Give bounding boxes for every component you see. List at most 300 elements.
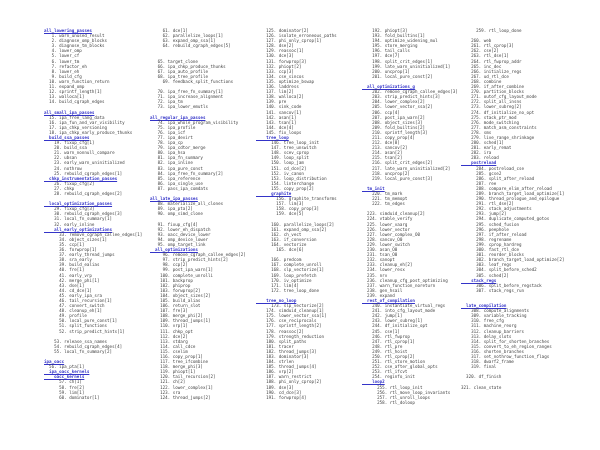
pass-item: 108. merge_phi[2] bbox=[150, 313, 203, 319]
pass-item: 146. tree_loop_init bbox=[256, 140, 320, 146]
pass-item: 271. outof_cfg_layout_mode bbox=[461, 94, 537, 100]
pass-item: 262. cse[2] bbox=[461, 48, 499, 54]
passes-column-2 bbox=[150, 28, 246, 400]
pass-item: 240. instantiate_virtual_regs bbox=[362, 303, 446, 309]
pass-item: 95. omp_target_link bbox=[150, 241, 206, 247]
pass-item: 205. lower_vector_ssa[2] bbox=[362, 104, 433, 110]
pass-item: 87. pass_ipa_comdats bbox=[150, 185, 208, 191]
pass-item: 230. asan_O0 bbox=[362, 247, 398, 253]
passes-column-4 bbox=[362, 28, 458, 405]
pass-item: 153. loop_distribution bbox=[256, 175, 327, 181]
pass-item: 171. lim[4] bbox=[256, 282, 299, 288]
pass-item: 195. store_merging bbox=[362, 43, 418, 49]
pass-item: 136. laddress bbox=[256, 84, 299, 90]
pass-item: 80. ipa_hsa bbox=[150, 150, 186, 156]
pass-item: 304. split_before_sched2 bbox=[461, 267, 537, 273]
pass-item: 18. ipa_chkp_early_produce_thunks bbox=[44, 129, 133, 135]
pass-item: 40. fre[1] bbox=[44, 267, 85, 273]
pass-item: 218. uncprop[2] bbox=[362, 170, 410, 176]
pass-item: 169. loop_prefetch bbox=[256, 272, 317, 278]
section-header: all_small_ipa_passes bbox=[44, 109, 95, 115]
pass-item: 131. forwprop[3] bbox=[256, 58, 307, 64]
pass-item: 114. call_cdce bbox=[150, 343, 196, 349]
pass-item: 217. late_warn_uninitialized[2] bbox=[362, 165, 451, 171]
pass-item: 293. jump[2] bbox=[461, 211, 507, 217]
pass-item: 320. df_finish bbox=[461, 374, 502, 380]
pass-item: 31. local_fn_summary[1] bbox=[44, 216, 113, 222]
pass-item: 275. stack_ptr_mod bbox=[461, 114, 517, 120]
pass-item: 312. cleanup_barriers bbox=[461, 328, 525, 334]
passes-column-1 bbox=[44, 28, 142, 400]
pass-item: 73. ipa_lower_emutls bbox=[150, 104, 208, 110]
pass-item: 106. return_slot bbox=[150, 303, 201, 309]
pass-item: 300. fast_rtl_dce bbox=[461, 247, 519, 253]
pass-item: 296. peephole bbox=[461, 226, 509, 232]
pass-item: 277. match_asm_constraints bbox=[461, 124, 537, 130]
pass-item: 182. thread_jumps[3] bbox=[256, 348, 317, 354]
pass-item: 209. fold_builtins[2] bbox=[362, 124, 426, 130]
pass-item: 92. lower_eh_dispatch bbox=[150, 226, 211, 232]
pass-item: 30. rebuild_cgraph_edges[3] bbox=[44, 211, 123, 217]
pass-item: 58. fre[2] bbox=[44, 384, 85, 390]
pass-item: 125. dominator[2] bbox=[256, 28, 309, 33]
pass-item: 51. split_functions bbox=[44, 323, 108, 329]
pass-item: 66. ipa_chkp_produce_thunks bbox=[150, 63, 226, 69]
pass-item: 76. ipa_icf bbox=[150, 129, 186, 135]
pass-item: 34. object_sizes[1] bbox=[44, 236, 108, 242]
pass-item: 99. post_ipa_warn[1] bbox=[150, 267, 214, 273]
pass-item: 85. ipa_reference bbox=[150, 175, 201, 181]
pass-item: 90. omp_simd_clone bbox=[150, 211, 203, 217]
pass-item: 25. rebuild_cgraph_edges[1] bbox=[44, 170, 123, 176]
pass-item: 274. df_initialize_no_opt bbox=[461, 109, 535, 115]
pass-item: 62. parallelize_loops[1] bbox=[150, 33, 224, 39]
pass-item: 32. early_inline bbox=[44, 221, 95, 227]
pass-item: 317. set_nothrow_function_flags bbox=[461, 354, 550, 359]
pass-item: 107. fre[3] bbox=[150, 308, 188, 314]
section-header: all_lowering_passes bbox=[44, 28, 92, 33]
pass-item: 206. ccp[4] bbox=[362, 109, 400, 115]
pass-item: 61. dce[1] bbox=[150, 28, 188, 33]
pass-item: 43. dse[1] bbox=[44, 282, 85, 288]
pass-item: 223. simduid_cleanup[2] bbox=[362, 211, 426, 217]
pass-item: 113. stdarg bbox=[150, 338, 188, 344]
pass-item: 71. ipa_increase_alignment bbox=[150, 94, 224, 100]
pass-item: 181. tracer bbox=[256, 343, 294, 349]
pass-item: 264. rtl_fwprop_addr bbox=[461, 58, 522, 64]
pass-item: 119. phiopt[1] bbox=[150, 369, 196, 375]
pass-item: 281. early_remat bbox=[461, 145, 512, 151]
pass-item: 187. warn_restrict bbox=[256, 374, 312, 380]
pass-item: 207. post_ipa_warn[2] bbox=[362, 114, 426, 120]
pass-item: 196. tail_calls bbox=[362, 48, 410, 54]
pass-item: 248. rtl_pre bbox=[362, 343, 403, 349]
pass-item: 198. split_crit_edges[1] bbox=[362, 58, 433, 64]
pass-item: 283. reload bbox=[461, 155, 499, 161]
pass-item: 132. phiopt[2] bbox=[256, 63, 302, 69]
pass-item: 36. forwprop[1] bbox=[44, 247, 97, 253]
pass-item: 16. ipa_fun_and_var_visibility bbox=[44, 119, 125, 125]
pass-item: 111. chkp_opt bbox=[150, 328, 193, 334]
pass-item: 81. ipa_fn_summary bbox=[150, 155, 203, 161]
pass-item: 267. ud_rtl_dce bbox=[461, 73, 509, 79]
pass-item: 65. target_clone bbox=[150, 58, 198, 64]
section-header: rest_of_compilation bbox=[362, 297, 415, 303]
pass-item: 284. postreload_cse bbox=[461, 165, 525, 171]
pass-item: 127. phi_only_cprop[1] bbox=[256, 38, 322, 44]
pass-item: 128. dse[2] bbox=[256, 43, 294, 49]
passes-column-5 bbox=[461, 28, 564, 390]
pass-item: 63. expand_omp_ssa[1] bbox=[150, 38, 216, 44]
pass-item: 138. walloca[2] bbox=[256, 94, 304, 100]
pass-item: 301. reorder_blocks bbox=[461, 252, 525, 258]
pass-item: 11. expand_omp bbox=[44, 84, 85, 90]
pass-item: 64. rebuild_cgraph_edges[5] bbox=[150, 43, 231, 49]
section-header: ipa_oacc_kernels bbox=[44, 369, 90, 375]
pass-item: 189. dse[3] bbox=[256, 384, 294, 390]
pass-item: 159. dce[5] bbox=[256, 211, 304, 217]
pass-item: 93. oacc_device_lower bbox=[150, 231, 211, 237]
pass-item: 231. tsan_O0 bbox=[362, 252, 398, 258]
pass-item: 255. rtl_loop_init bbox=[362, 384, 423, 390]
pass-item: 239. expand bbox=[362, 292, 395, 298]
pass-item: 306. split_before_regstack bbox=[461, 282, 542, 288]
pass-item: 228. sancov_O0 bbox=[362, 236, 403, 242]
section-header: all_late_ipa_passes bbox=[150, 196, 198, 202]
pass-item: 221. tm_memopt bbox=[362, 196, 408, 202]
pass-item: 67. ipa_auto_profile bbox=[150, 68, 208, 74]
pass-item: 50. local_pure_const[1] bbox=[44, 318, 118, 324]
pass-item: 19. fixup_cfg[1] bbox=[44, 140, 95, 146]
pass-item: 263. rtl_dse[1] bbox=[461, 53, 509, 59]
pass-item: 148. scev_cprop bbox=[256, 150, 309, 156]
pass-item: 48. cleanup_eh[1] bbox=[44, 308, 102, 314]
pass-item: 282. ira bbox=[461, 150, 492, 156]
pass-item: 97. strip_predict_hints[2] bbox=[150, 257, 229, 263]
pass-item: 3. diagnose_tm_blocks bbox=[44, 43, 105, 49]
pass-item: 163. if_conversion bbox=[256, 236, 317, 242]
section-header: tm_init bbox=[362, 185, 385, 191]
pass-item: 237. warn_function_noreturn bbox=[362, 282, 436, 288]
pass-item: 208. object_sizes[3] bbox=[362, 119, 423, 125]
pass-item: 84. ipa_free_fn_summary[2] bbox=[150, 170, 224, 176]
pass-item: 222. tm_edges bbox=[362, 201, 405, 207]
pass-item: 242. jump[1] bbox=[362, 313, 403, 319]
pass-item: 292. stack_adjustments bbox=[461, 206, 532, 212]
pass-item: 310. free_cfg bbox=[461, 318, 504, 324]
pass-item: 249. rtl_hoist bbox=[362, 348, 408, 354]
section-header: tree_no_loop bbox=[256, 297, 297, 303]
section-header: oacc_kernels bbox=[44, 374, 85, 380]
pass-item: 152. iv_canon bbox=[256, 170, 304, 176]
pass-item: 144. dce[4] bbox=[256, 124, 294, 130]
pass-item: 6. lower_tm bbox=[44, 58, 80, 64]
pass-item: 250. rtl_cprop[2] bbox=[362, 354, 415, 359]
pass-item: 158. copy_prop[3] bbox=[256, 206, 320, 212]
pass-item: 4. lower_omp bbox=[44, 48, 82, 54]
pass-item: 226. lower_vector bbox=[362, 226, 410, 232]
pass-item: 15. ipa_free_lang_data bbox=[44, 114, 105, 120]
pass-item: 294. duplicate_computed_gotos bbox=[461, 216, 550, 222]
pass-item: 164. vectorize bbox=[256, 241, 307, 247]
pass-item: 145. fix_loops bbox=[256, 129, 302, 135]
pass-item: 60. dominator[1] bbox=[44, 394, 100, 400]
pass-item: 2. diagnose_omp_blocks bbox=[44, 38, 108, 44]
pass-item: 10. warn_function_return bbox=[44, 78, 110, 84]
pass-item: 33. remove_cgraph_callee_edges[1] bbox=[44, 231, 143, 237]
pass-item: 212. dce[8] bbox=[362, 140, 400, 146]
pass-item: 252. cse_after_global_opts bbox=[362, 364, 438, 370]
pass-item: 59. lim[1] bbox=[44, 389, 85, 395]
pass-item: 110. vrp[1] bbox=[150, 323, 188, 329]
pass-item: 100. complete_unrolli bbox=[150, 272, 214, 278]
pass-item: 154. linterchange bbox=[256, 180, 314, 186]
section-header: stack_regs bbox=[461, 277, 497, 283]
pass-item: 17. ipa_chkp_versioning bbox=[44, 124, 108, 130]
pass-item: 39. build_ealias bbox=[44, 262, 100, 268]
pass-item: 311. machine_reorg bbox=[461, 323, 517, 329]
pass-item: 162. ch_vect bbox=[256, 231, 302, 237]
pass-item: 168. slp_vectorize[1] bbox=[256, 267, 325, 273]
pass-item: 308. compute_alignments bbox=[461, 308, 530, 314]
pass-item: 288. compare_elim_after_reload bbox=[461, 185, 552, 191]
pass-item: 167. complete_unroll bbox=[256, 262, 322, 268]
pass-item: 302. branch_target_load_optimize[2] bbox=[461, 257, 565, 263]
pass-item: 118. merge_phi[3] bbox=[150, 364, 203, 370]
pass-item: 29. fixup_cfg[3] bbox=[44, 206, 95, 212]
pass-item: 266. initialize_regs bbox=[461, 68, 522, 74]
pass-item: 321. clean_state bbox=[461, 384, 502, 390]
pass-item: 315. convert_to_eh_region_ranges bbox=[461, 343, 552, 349]
section-header: all_regular_ipa_passes bbox=[150, 114, 206, 120]
section-header: tree_loop bbox=[256, 134, 289, 140]
pass-item: 215. tsan[2] bbox=[362, 155, 403, 161]
pass-item: 253. rtl_ifcvt bbox=[362, 369, 408, 375]
pass-item: 104. object_sizes[2] bbox=[150, 292, 211, 298]
pass-item: 261. rtl_cprop[3] bbox=[461, 43, 514, 49]
pass-item: 155. copy_prop[2] bbox=[256, 185, 314, 191]
pass-item: 319. final bbox=[461, 364, 497, 370]
pass-item: 28. rebuild_cgraph_edges[2] bbox=[44, 191, 123, 196]
pass-item: 112. dce[2] bbox=[150, 333, 188, 339]
pass-item: 120. tail_recursion[2] bbox=[150, 374, 216, 380]
section-header: loop2 bbox=[362, 379, 385, 385]
section-header: all_optimizations_g bbox=[362, 84, 415, 90]
pass-item: 287. ree bbox=[461, 180, 497, 186]
pass-item: 12. sprintf_length[1] bbox=[44, 89, 102, 95]
pass-item: 72. ipa_tm bbox=[150, 99, 183, 105]
pass-item: 82. ipa_inline bbox=[150, 160, 193, 166]
pass-item: 297. if_after_reload bbox=[461, 231, 527, 237]
pass-item: 105. build_alias bbox=[150, 297, 201, 303]
pass-item: 190. cd_dce[3] bbox=[256, 389, 302, 395]
pass-item: 140. sink_code bbox=[256, 104, 302, 110]
pass-item: 22. ubsan bbox=[44, 155, 77, 161]
pass-item: 192. phiopt[3] bbox=[362, 28, 408, 33]
pass-item: 295. sched_fusion bbox=[461, 221, 519, 227]
pass-item: 258. rtl_doloop bbox=[362, 399, 415, 405]
pass-item: 21. warn_nonnull_compare bbox=[44, 150, 115, 156]
pass-item: 7. refactor_eh bbox=[44, 63, 87, 69]
pass-item: 184. strlen bbox=[256, 359, 294, 365]
pass-item: 289. branch_target_load_optimize[1] bbox=[461, 191, 565, 196]
pass-item: 77. ipa_devirt bbox=[150, 134, 193, 140]
pass-item: 161. expand_omp_ssa[2] bbox=[256, 226, 327, 232]
pass-item: 37. early_thread_jumps bbox=[44, 252, 115, 258]
section-header: build_ssa_passes bbox=[44, 134, 90, 140]
pass-item: 75. ipa_profile bbox=[150, 124, 196, 130]
pass-item: 232. sanopt bbox=[362, 257, 395, 263]
pass-item: 199. late_warn_uninitialized[1] bbox=[362, 63, 451, 69]
pass-item: 147. tree_unswitch bbox=[256, 145, 317, 151]
pass-item: 44. cd_dce[1] bbox=[44, 287, 92, 293]
pass-item: 129. reassoc[1] bbox=[256, 48, 304, 54]
pass-item: 86. ipa_single_use bbox=[150, 180, 203, 186]
pass-item: 117. tree_ifcombine bbox=[150, 359, 208, 365]
pass-item: 178. reassoc[2] bbox=[256, 328, 304, 334]
pass-item: 83. ipa_pure_const bbox=[150, 165, 203, 171]
pass-item: 9. build_cfg bbox=[44, 73, 82, 79]
pass-item: 180. split_paths bbox=[256, 338, 307, 344]
pass-item: 259. rtl_loop_done bbox=[461, 28, 522, 33]
section-header: all_optimizations bbox=[150, 247, 198, 253]
pass-item: 241. into_cfg_layout_mode bbox=[362, 308, 436, 314]
pass-item: 273. lower_subreg[2] bbox=[461, 104, 522, 110]
pass-item: 23. early_warn_uninitialized bbox=[44, 160, 125, 166]
section-header: ipa_oacc bbox=[44, 359, 65, 365]
pass-item: 220. tm_mark bbox=[362, 191, 403, 196]
pass-item: 53. release_ssa_names bbox=[44, 338, 108, 344]
pass-item: 55. local_fn_summary[2] bbox=[44, 348, 113, 354]
pass-item: 14. build_cgraph_edges bbox=[44, 99, 105, 105]
pass-item: 219. local_pure_const[3] bbox=[362, 175, 433, 181]
pass-item: 174. simduid_cleanup[1] bbox=[256, 308, 325, 314]
pass-item: 179. strength_reduction bbox=[256, 333, 325, 339]
pass-item: 238. gen_hsail bbox=[362, 287, 403, 293]
pass-item: 260. web bbox=[461, 38, 492, 44]
pass-item: 309. variable_tracking bbox=[461, 313, 527, 319]
pass-item: 116. copy_prop[1] bbox=[150, 354, 203, 359]
pass-item: 133. ccp[3] bbox=[256, 68, 294, 74]
pass-item: 79. ipa_cdtor_merge bbox=[150, 145, 206, 151]
pass-item: 1. warn_unused_result bbox=[44, 33, 105, 39]
pass-item: 188. phi_only_cprop[2] bbox=[256, 379, 322, 385]
pass-item: 224. vtable_verify bbox=[362, 216, 413, 222]
pass-item: 101. backprop bbox=[150, 277, 193, 283]
pass-item: 183. dominator[3] bbox=[256, 354, 309, 359]
pass-item: 286. split_after_reload bbox=[461, 175, 535, 181]
pass-item: 197. dce[7] bbox=[362, 53, 400, 59]
pass-item: 46. tail_recursion[1] bbox=[44, 297, 113, 303]
pass-item: 234. lower_resx bbox=[362, 267, 405, 273]
pass-item: 41. early_vrp bbox=[44, 272, 92, 278]
pass-item: 176. cse_reciprocals bbox=[256, 318, 317, 324]
pass-item: 247. rtl_cprop[1] bbox=[362, 338, 415, 344]
pass-item: 290. thread_prologue_and_epilogue bbox=[461, 196, 560, 202]
pass-item: 227. lower_complex_O0 bbox=[362, 231, 420, 237]
pass-item: 204. lower_complex[2] bbox=[362, 99, 426, 105]
pass-item: 13. walloca[1] bbox=[44, 94, 85, 100]
pass-item: 305. sched[2] bbox=[461, 272, 509, 278]
pass-item: 243. lower_subreg[1] bbox=[362, 318, 423, 324]
pass-item: 130. dce[3] bbox=[256, 53, 294, 59]
pass-item: 42. merge_phi[1] bbox=[44, 277, 100, 283]
pass-item: 151. cd_dce[2] bbox=[256, 165, 307, 171]
pass-item: 229. lower_switch bbox=[362, 241, 410, 247]
pass-item: 254. reginfo_init bbox=[362, 374, 415, 380]
pass-item: 165. dce[6] bbox=[256, 247, 304, 253]
pass-item: 35. ccp[1] bbox=[44, 241, 85, 247]
pass-item: 49. profile bbox=[44, 313, 87, 319]
pass-item: 285. gcse2 bbox=[461, 170, 502, 176]
pass-item: 69. feedback_split_functions bbox=[150, 78, 234, 84]
pass-item: 216. split_crit_edges[2] bbox=[362, 160, 433, 166]
pass-item: 279. live_range_shrinkage bbox=[461, 134, 535, 140]
pass-item: 314. split_for_shorten_branches bbox=[461, 338, 550, 344]
pass-item: 214. asan[2] bbox=[362, 150, 403, 156]
pass-item: 134. cse_sincos bbox=[256, 73, 304, 79]
pass-item: 156. graphite_transforms bbox=[256, 196, 337, 202]
pass-item: 103. forwprop[2] bbox=[150, 287, 201, 293]
pass-item: 236. cleanup_cfg_post_optimizing bbox=[362, 277, 448, 283]
pass-item: 78. ipa_cp bbox=[150, 140, 183, 146]
section-header: chkp_instrumentation_passes bbox=[44, 175, 118, 181]
pass-item: 135. optimize_bswap bbox=[256, 78, 314, 84]
pass-item: 150. loop_jam bbox=[256, 160, 304, 166]
pass-item: 235. nrv bbox=[362, 272, 388, 278]
pass-item: 57. ch[1] bbox=[44, 379, 82, 385]
pass-item: 256. rtl_move_loop_invariants bbox=[362, 389, 451, 395]
pass-item: 276. mode_switching bbox=[461, 119, 519, 125]
section-header: local_optimization_passes bbox=[44, 201, 113, 207]
pass-item: 265. inc_dec bbox=[461, 63, 502, 69]
pass-item: 272. split_all_insns bbox=[461, 99, 522, 105]
pass-item: 5. lower_cf bbox=[44, 53, 80, 59]
pass-item: 202. remove_cgraph_callee_edges[3] bbox=[362, 89, 458, 95]
pass-item: 91. fixup_cfg[4] bbox=[150, 221, 198, 227]
pass-item: 157. lim[3] bbox=[256, 201, 304, 207]
pass-item: 102. phiprop bbox=[150, 282, 191, 288]
pass-item: 246. rtl_fwprop bbox=[362, 333, 410, 339]
pass-item: 251. rtl_store_motion bbox=[362, 359, 426, 365]
pass-item: 269. if_after_combine bbox=[461, 84, 525, 90]
pass-item: 122. lower_complex[1] bbox=[150, 384, 214, 390]
pass-item: 278. sms bbox=[461, 129, 492, 135]
pass-item: 193. fold_builtins[1] bbox=[362, 33, 426, 39]
section-header: all_early_optimizations bbox=[44, 226, 113, 232]
pass-item: 211. copy_prop[4] bbox=[362, 134, 415, 140]
pass-item: 109. thread_jumps[1] bbox=[150, 318, 211, 324]
pass-item: 160. parallelize_loops[2] bbox=[256, 221, 335, 227]
pass-item: 268. combine bbox=[461, 78, 502, 84]
pass-item: 166. predcom bbox=[256, 257, 302, 263]
pass-item: 173. slp_vectorize[2] bbox=[256, 303, 325, 309]
pass-item: 94. omp_device_lower bbox=[150, 236, 208, 242]
pass-item: 191. forwprop[4] bbox=[256, 394, 307, 400]
pass-item: 175. lower_vector_ssa[1] bbox=[256, 313, 327, 319]
pass-item: 124. thread_jumps[2] bbox=[150, 394, 211, 400]
pass-item: 96. remove_cgraph_callee_edges[2] bbox=[150, 252, 246, 258]
pass-item: 38. sra_early bbox=[44, 257, 92, 263]
pass-item: 52. strip_predict_hints[1] bbox=[44, 328, 125, 334]
pass-item: 142. asan[1] bbox=[256, 114, 297, 120]
pass-item: 299. cprop_hardreg bbox=[461, 241, 522, 247]
pass-item: 27. chkp bbox=[44, 185, 75, 191]
pass-item: 225. lower_vaarg bbox=[362, 221, 408, 227]
pass-item: 233. cleanup_eh[2] bbox=[362, 262, 413, 268]
pass-item: 194. optimize_widening_mul bbox=[362, 38, 438, 44]
pass-item: 47. convert_switch bbox=[44, 303, 105, 309]
